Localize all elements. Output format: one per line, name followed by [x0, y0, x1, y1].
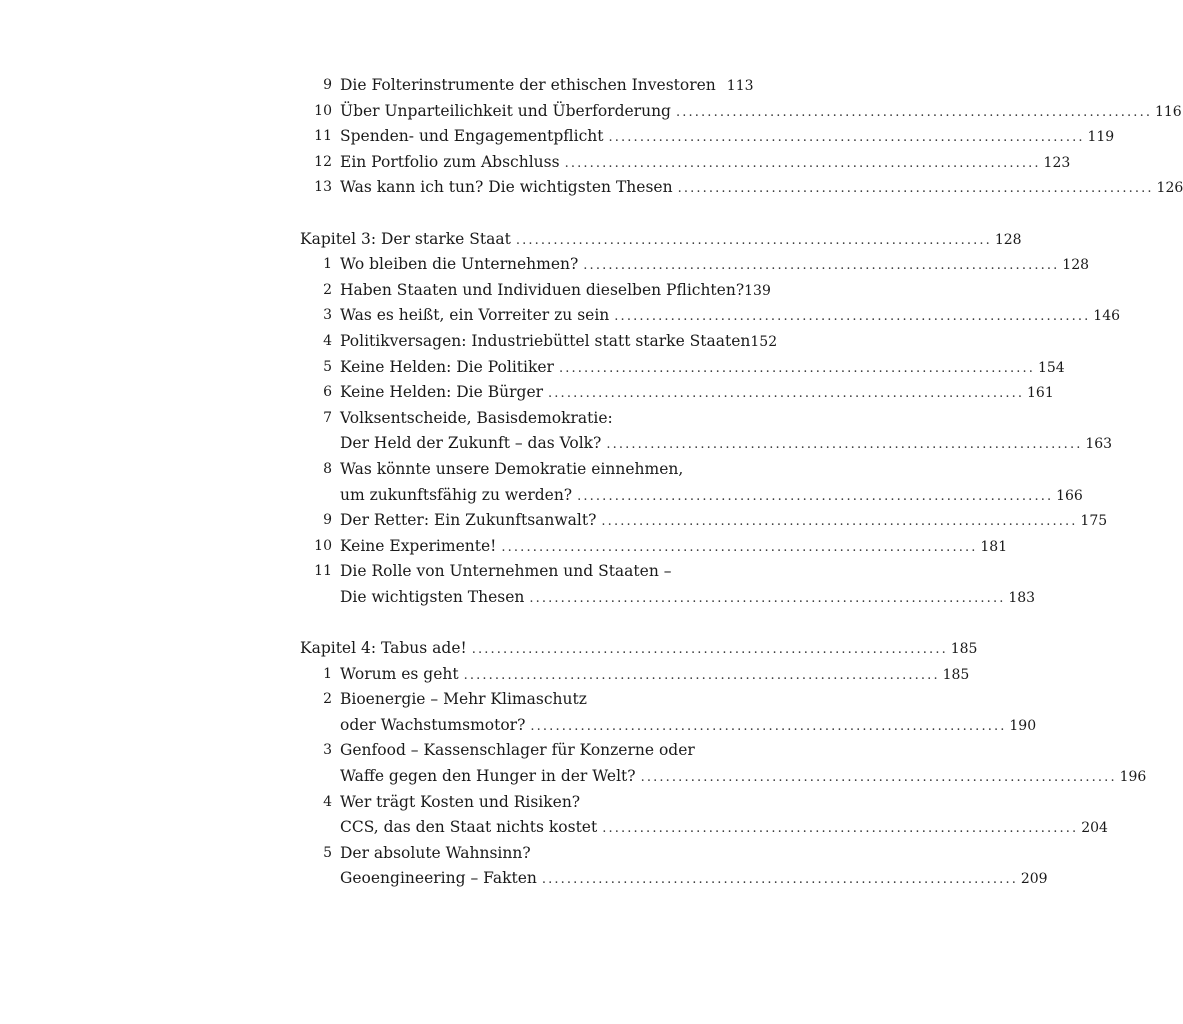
entry-title: Der absolute Wahnsinn?: [340, 843, 531, 862]
entry-title: Was könnte unsere Demokratie einnehmen,: [340, 459, 684, 478]
entry-number: 9: [323, 77, 332, 93]
dot-leader: [542, 867, 1015, 893]
entry-page: 119: [1087, 129, 1115, 146]
chapter-heading: [300, 636, 978, 662]
toc-entry: [300, 406, 750, 432]
dot-leader: [641, 765, 1114, 791]
dot-leader: [529, 586, 1002, 612]
entry-title: Was kann ich tun? Die wichtigsten Thesen: [340, 178, 673, 197]
entry-number: 11: [314, 128, 332, 145]
entry-number: 13: [314, 179, 332, 196]
entry-title-line2: CCS, das den Staat nichts kostet: [340, 818, 598, 837]
entry-title: Spenden- und Engagementpflicht: [340, 127, 604, 146]
toc-entry: [300, 841, 750, 867]
entry-title: Der Retter: Ein Zukunftsanwalt?: [340, 511, 597, 530]
entry-page: 126: [1156, 180, 1183, 197]
entry-number: 7: [323, 409, 332, 426]
dot-leader: [614, 304, 1087, 330]
chapter-title: Kapitel 4: Tabus ade!: [300, 639, 467, 658]
toc-entry: [300, 380, 1054, 406]
entry-title: Volksentscheide, Basisdemokratie:: [340, 408, 613, 427]
toc-entry-continuation: [300, 483, 1083, 509]
entry-page: 123: [1043, 154, 1071, 171]
toc-entry: [300, 687, 750, 713]
entry-title: Die Rolle von Unternehmen und Staaten –: [340, 562, 672, 581]
entry-number: 9: [323, 512, 332, 529]
toc-entry: [300, 355, 1065, 381]
entry-title: Worum es geht: [340, 664, 459, 683]
entry-title: Wo bleiben die Unternehmen?: [340, 255, 579, 274]
entry-title: Keine Helden: Die Bürger: [340, 383, 544, 402]
entry-title: Was es heißt, ein Vorreiter zu sein: [340, 306, 610, 325]
entry-title-line2: Waffe gegen den Hunger in der Welt?: [340, 767, 636, 786]
dot-leader: [678, 176, 1151, 202]
entry-title: Ein Portfolio zum Abschluss: [340, 152, 560, 171]
section-gap: [300, 610, 750, 636]
dot-leader: [516, 228, 989, 254]
dot-leader: [501, 535, 974, 561]
dot-leader: [583, 253, 1056, 279]
toc-entry: [300, 534, 1008, 560]
toc-entry-continuation: [300, 866, 1048, 892]
toc-entry-continuation: [300, 764, 1147, 790]
dot-leader: [464, 663, 937, 689]
entry-page: 181: [980, 538, 1008, 555]
entry-title: Politikversagen: Industriebüttel statt starke Staaten: [340, 331, 751, 350]
dot-leader: [606, 432, 1079, 458]
entry-number: 12: [314, 153, 332, 170]
entry-title: Keine Experimente!: [340, 536, 497, 555]
chapter-page: 128: [994, 231, 1022, 248]
entry-page: 139: [744, 282, 771, 299]
section-gap: [300, 201, 750, 227]
table-of-contents: [300, 73, 1183, 892]
entry-title: Keine Helden: Die Politiker: [340, 357, 554, 376]
entry-number: 8: [323, 460, 332, 477]
toc-entry: [300, 559, 750, 585]
entry-page: 196: [1119, 769, 1147, 786]
entry-page: 146: [1093, 308, 1121, 325]
entry-number: 3: [323, 742, 332, 759]
dot-leader: [548, 381, 1021, 407]
entry-title-line2: um zukunftsfähig zu werden?: [340, 485, 573, 504]
toc-entry-continuation: [300, 815, 1108, 841]
toc-entry: [300, 662, 970, 688]
dot-leader: [577, 484, 1050, 510]
toc-entry: [300, 303, 1121, 329]
chapter-page: 185: [950, 641, 978, 658]
entry-number: 2: [323, 691, 332, 708]
chapter-title: Kapitel 3: Der starke Staat: [300, 229, 511, 248]
entry-title: Wer trägt Kosten und Risiken?: [340, 792, 581, 811]
entry-page: 209: [1020, 871, 1048, 888]
entry-page: 163: [1085, 436, 1113, 453]
entry-title: Bioenergie – Mehr Klimaschutz: [340, 690, 587, 709]
toc-entry-continuation: [300, 431, 1113, 457]
dot-leader: [530, 714, 1003, 740]
toc-entry: [300, 73, 754, 99]
entry-page: 116: [1154, 103, 1182, 120]
dot-leader: [602, 816, 1075, 842]
toc-entry: [300, 99, 1182, 125]
entry-page: 185: [942, 666, 970, 683]
entry-page: 204: [1081, 820, 1108, 837]
entry-number: 2: [323, 281, 332, 298]
entry-page: 152: [750, 333, 778, 350]
dot-leader: [609, 125, 1082, 151]
entry-page: 113: [726, 78, 754, 94]
entry-page: 154: [1037, 359, 1065, 376]
toc-entry: [300, 329, 778, 355]
entry-number: 5: [323, 358, 332, 375]
toc-entry: [300, 252, 1090, 278]
entry-page: 161: [1027, 385, 1054, 402]
entry-title: Die Folterinstrumente der ethischen Investoren: [340, 76, 716, 94]
toc-entry: [300, 150, 1071, 176]
entry-page: 175: [1080, 513, 1108, 530]
chapter-heading: [300, 227, 1022, 253]
toc-entry-continuation: [300, 713, 1037, 739]
entry-number: 4: [323, 332, 332, 349]
toc-entry: [300, 175, 1183, 201]
entry-page: 190: [1009, 717, 1037, 734]
dot-leader: [601, 509, 1074, 535]
entry-number: 5: [323, 844, 332, 861]
dot-leader: [559, 356, 1032, 382]
entry-title-line2: Der Held der Zukunft – das Volk?: [340, 434, 602, 453]
toc-entry: [300, 124, 1115, 150]
entry-title: Haben Staaten und Individuen dieselben Pflichten?: [340, 280, 745, 299]
entry-page: 166: [1056, 487, 1083, 504]
dot-leader: [472, 637, 945, 663]
entry-number: 4: [323, 793, 332, 810]
entry-title-line2: oder Wachstumsmotor?: [340, 715, 526, 734]
entry-number: 3: [323, 307, 332, 324]
entry-title-line2: Geoengineering – Fakten: [340, 869, 537, 888]
toc-entry-continuation: [300, 585, 1036, 611]
entry-number: 6: [323, 384, 332, 401]
dot-leader: [676, 100, 1149, 126]
entry-title: Über Unparteilichkeit und Überforderung: [340, 101, 671, 120]
entry-number: 1: [323, 665, 332, 682]
entry-number: 11: [314, 563, 332, 580]
entry-page: 183: [1008, 589, 1036, 606]
toc-entry: [300, 790, 750, 816]
toc-entry: [300, 457, 750, 483]
entry-number: 1: [323, 256, 332, 273]
toc-entry: [300, 508, 1108, 534]
entry-number: 10: [314, 537, 332, 554]
entry-page: 128: [1062, 257, 1090, 274]
entry-title: Genfood – Kassenschlager für Konzerne oder: [340, 741, 695, 760]
dot-leader: [565, 151, 1038, 177]
entry-title-line2: Die wichtigsten Thesen: [340, 587, 525, 606]
entry-number: 10: [314, 102, 332, 119]
toc-entry: [300, 278, 771, 304]
toc-entry: [300, 738, 750, 764]
